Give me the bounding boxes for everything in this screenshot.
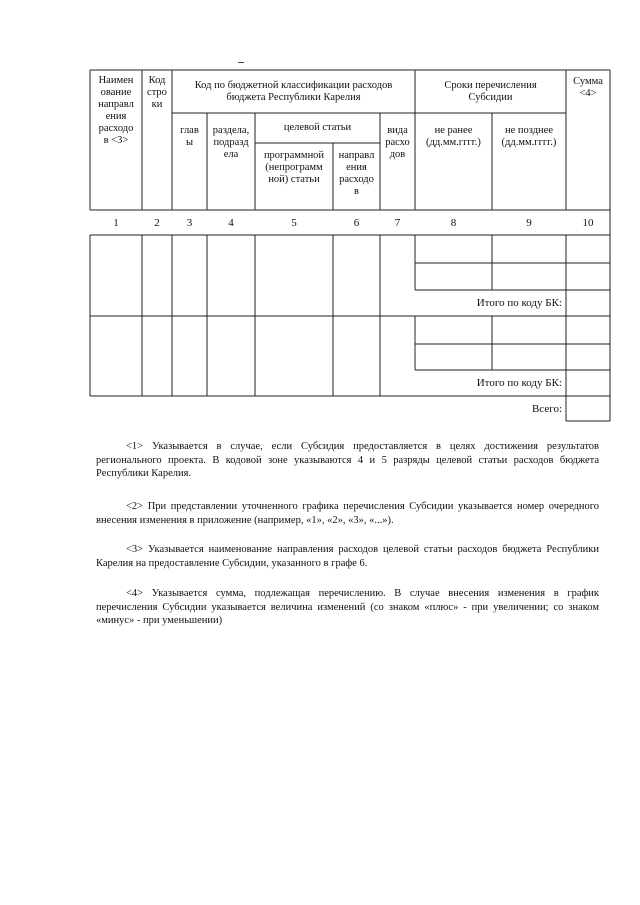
footnote-4: <4> Указывается сумма, подлежащая перечислению. В случае внесения изменения в график перечисления Субсидии указывается величина изменений (со знаком «плюс» - при увеличении; со знаком «минус» - при уменьшении) bbox=[96, 588, 599, 626]
header-budget-code: Код по бюджетной классификации расходов бюджета Республики Карелия bbox=[194, 80, 393, 103]
header-transfer-terms: Сроки перечисления Субсидии bbox=[444, 80, 537, 103]
footnote-3: <3> Указывается наименование направления расходов целевой статьи расходов бюджета Республики Карелия на предоставление Субсидии, указанного в графе 6. bbox=[96, 544, 599, 569]
header-expense-type: вида расхо дов bbox=[385, 125, 410, 160]
header-not-after: не позднее (дд.мм.гггг.) bbox=[501, 125, 557, 148]
column-number: 8 bbox=[450, 216, 457, 229]
header-expense-direction: направл ения расходо в bbox=[338, 150, 375, 197]
header-glava: глав ы bbox=[180, 125, 199, 148]
column-number: 7 bbox=[394, 216, 401, 229]
total-label: Всего: bbox=[531, 402, 562, 415]
column-number: 2 bbox=[154, 216, 160, 229]
column-number: 10 bbox=[582, 216, 594, 229]
column-number: 3 bbox=[186, 216, 193, 229]
header-sum: Сумма <4> bbox=[573, 76, 603, 99]
column-number: 5 bbox=[291, 216, 297, 229]
column-number: 4 bbox=[228, 216, 234, 229]
footnote-2: <2> При представлении уточненного графика перечисления Субсидии указывается номер очередного внесения изменения в приложение (например, «1», «2», «3», «...»). bbox=[96, 501, 599, 526]
header-program-article: программной (непрограмм ной) статьи bbox=[263, 150, 325, 185]
subtotal-label: Итого по коду БК: bbox=[476, 297, 562, 309]
header-not-before: не ранее (дд.мм.гггг.) bbox=[426, 125, 481, 148]
header-row-code: Код стро ки bbox=[147, 75, 167, 110]
header-target-article: целевой статьи bbox=[283, 122, 352, 133]
subtotal-label: Итого по коду БК: bbox=[476, 377, 562, 389]
header-razdel: раздела, подразд ела bbox=[212, 125, 250, 160]
column-number: 6 bbox=[353, 216, 360, 229]
column-number: 9 bbox=[526, 216, 532, 229]
header-direction-name: Наимен ование направл ения расходо в <3> bbox=[98, 75, 134, 146]
column-number: 1 bbox=[113, 216, 119, 229]
footnote-1: <1> Указывается в случае, если Субсидия предоставляется в целях достижения результатов регионального проекта. В кодовой зоне указываются 4 и 5 разряды целевой статьи расходов бюджета Республики Карелия. bbox=[96, 441, 599, 479]
